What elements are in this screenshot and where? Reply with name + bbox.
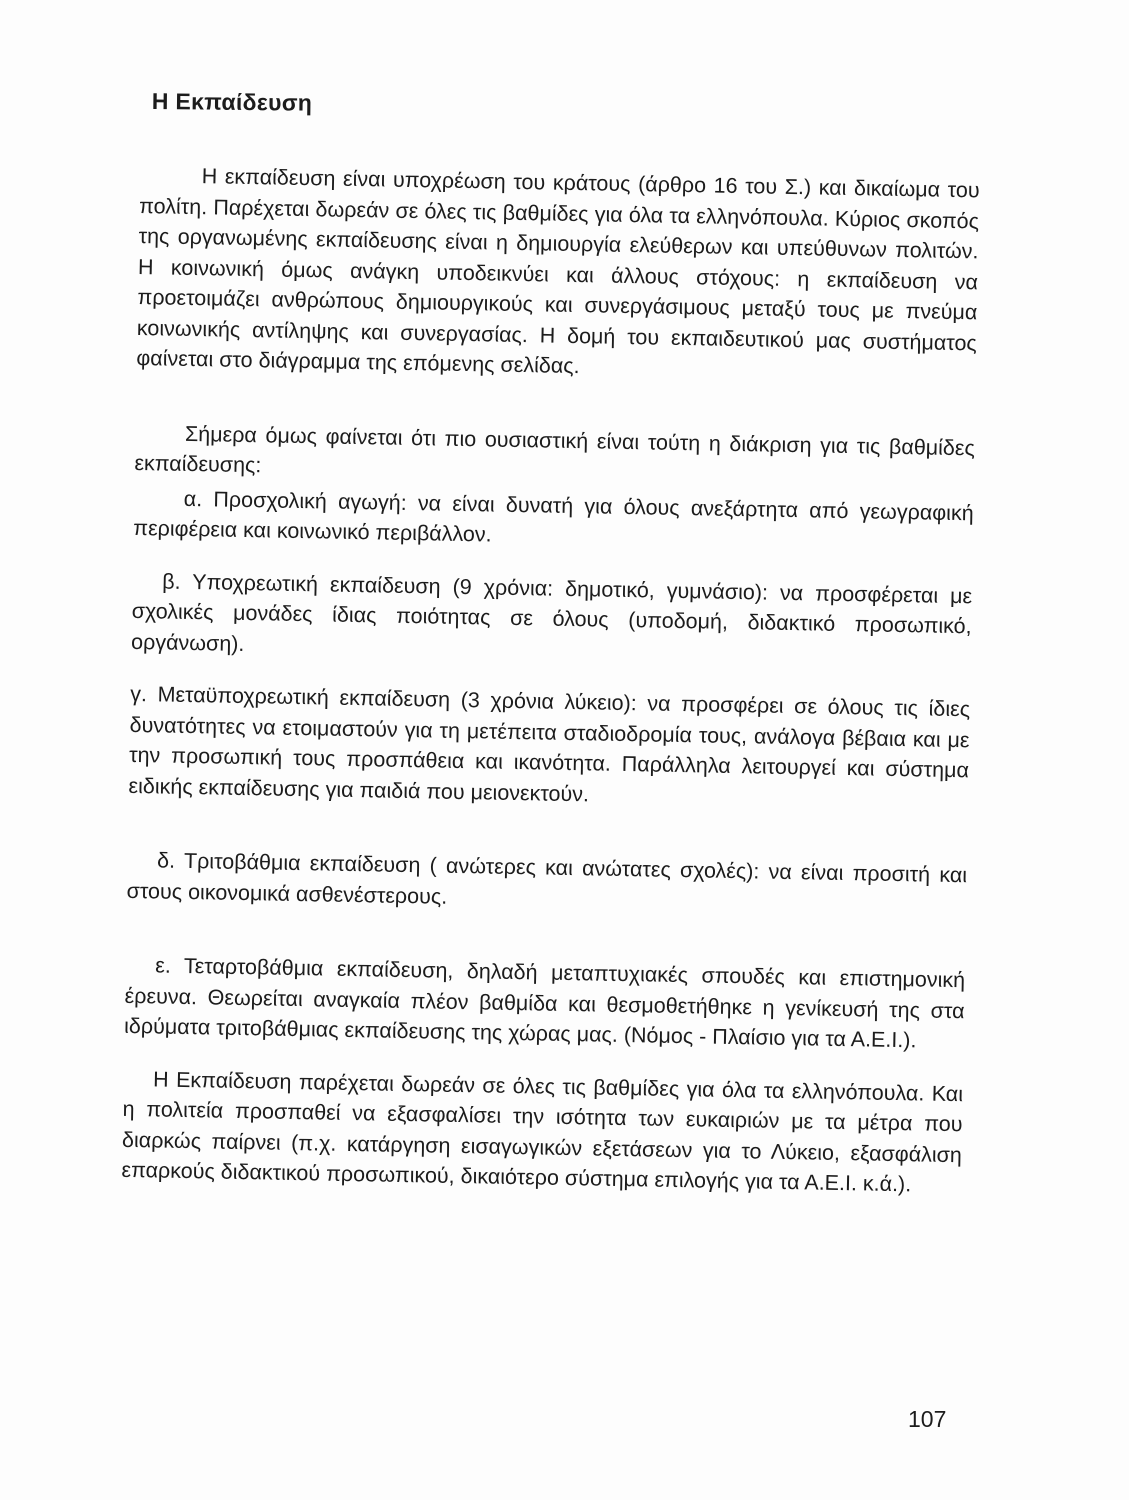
page-number: 107 [908, 1406, 947, 1432]
paragraph-intro: Η εκπαίδευση είναι υποχρέωση του κράτους (άρθρο 16 του Σ.) και δικαίωμα του πολίτη. Παρέχεται δωρεάν σε όλες τις βαθμίδες για όλα τα ελληνόπουλα. Κύριος σκοπός της οργανωμένης εκπαίδευσης είναι η δημιουργία ελεύθερων και υπεύθυνων πολιτών. Η κοινωνική όμως ανάγκη υποδεικνύει και άλλους στόχους: η εκπαίδευση να προετοιμάζει ανθρώπους δημιουργικούς και συνεργάσιμους μεταξύ τους με πνεύμα κοινωνικής αντίληψης και συνεργασίας. Η δομή του εκπαιδευτικού μας συστήματος φαίνεται στο διάγραμμα της επόμενης σελίδας. [136, 164, 980, 379]
list-item-b: β. Υποχρεωτική εκπαίδευση (9 χρόνια: δημοτικό, γυμνάσιο): να προσφέρεται με σχολικές μονάδες ίδιας ποιότητας σε όλους (υποδομή, διδακτικό προσωπικό, οργάνωση). [130, 568, 973, 656]
page-heading: Η Εκπαίδευση [151, 88, 313, 116]
list-item-a: α. Προσχολική αγωγή: να είναι δυνατή για όλους ανεξάρτητα από γεωγραφική περιφέρεια και κοινωνικό περιβάλλον. [133, 486, 974, 547]
body-text [121, 160, 980, 1201]
list-item-c: γ. Μεταϋποχρεωτική εκπαίδευση (3 χρόνια λύκειο): να προσφέρει σε όλους τις ίδιες δυνατότητες να ετοιμαστούν για τη μετέπειτα σταδιοδρομία τους, ανάλογα βέβαια και με την προσωπική τους προσπάθεια και ικανότητα. Παράλληλα λειτουργεί και σύστημα ειδικής εκπαίδευσης για παιδιά που μειονεκτούν. [128, 681, 971, 806]
paragraph-today: Σήμερα όμως φαίνεται ότι πιο ουσιαστική είναι τούτη η διάκριση για τις βαθμίδες εκπαίδευσης: [134, 421, 976, 478]
list-item-e: ε. Τεταρτοβάθμια εκπαίδευση, δηλαδή μεταπτυχιακές σπουδές και επιστημονική έρευνα. Θεωρείται αναγκαία πλέον βαθμίδα και θεσμοθετήθηκε η γενίκευσή της στα ιδρύματα τριτοβάθμιας εκπαίδευσης της χώρας μας. (Νόμος - Πλαίσιο για τα Α.Ε.Ι.). [123, 953, 966, 1053]
paragraph-closing: Η Εκπαίδευση παρέχεται δωρεάν σε όλες τις βαθμίδες για όλα τα ελληνόπουλα. Και η πολιτεία προσπαθεί να εξασφαλίσει την ισότητα των ευκαιριών με τα μέτρα που διαρκώς παίρνει (π.χ. κατάργηση εισαγωγικών εξετάσεων για το Λύκειο, εξασφάλιση επαρκούς διδακτικού προσωπικού, δικαιότερο σύστημα επιλογής για τα Α.Ε.Ι. κ.ά.). [121, 1066, 964, 1197]
list-item-d: δ. Τριτοβάθμια εκπαίδευση ( ανώτερες και ανώτατες σχολές): να είναι προσιτή και στους οικονομικά ασθενέστερους. [126, 848, 968, 909]
